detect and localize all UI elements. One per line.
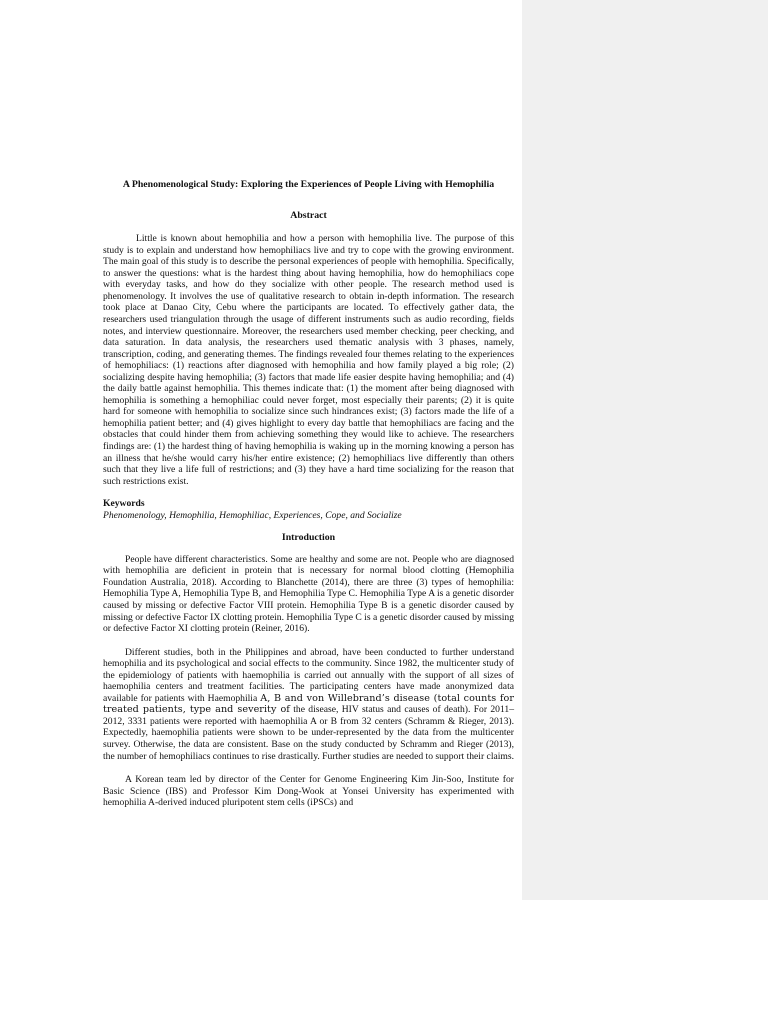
introduction-paragraph-3: A Korean team led by director of the Center for Genome Engineering Kim Jin-Soo, Institute for Basic Science (IBS) and Professor Kim Dong-Wook at Yonsei University has experimented with hemophilia A-derived induced pluripotent stem cells (iPSCs) and: [103, 774, 514, 809]
abstract-heading: Abstract: [290, 209, 327, 221]
document-title: A Phenomenological Study: Exploring the Experiences of People Living with Hemophilia: [122, 179, 495, 190]
abstract-paragraph: Little is known about hemophilia and how a person with hemophilia live. The purpose of this study is to explain and understand how hemophiliacs live and try to cope with the growing environment. The main goal of this study is to describe the personal experiences of people with hemophilia. Specifically, to answer the questions: what is the hardest thing about having hemophilia, how do hemophiliacs cope with everyday tasks, and how do they socialize with other people. The research method used is phenomenology. It involves the use of qualitative research to obtain in-depth information. The research took place at Danao City, Cebu where the participants are located. To effectively gather data, the researchers used triangulation through the usage of different instruments such as audio recording, fields notes, and interview questionnaire. Moreover, the researchers used member checking, peer checking, and data saturation. In data analysis, the researchers used thematic analysis with 3 phases, namely, transcription, coding, and generating themes. The findings revealed four themes relating to the experiences of hemophiliacs: (1) reactions after diagnosed with hemophilia and how family played a big role; (2) socializing despite having hemophilia; (3) factors that made life easier despite having hemophilia; and (4) the daily battle against hemophilia. This themes indicate that: (1) the moment after being diagnosed with hemophilia is something a hemophiliac could never forget, most especially their parents; (2) it is quite hard for someone with hemophilia to socialize since such hindrances exist; (3) factors made the life of a hemophilia patient better; and (4) gives highlight to every day battle that hemophiliacs are facing and the obstacles that could hinder them from achieving something they would like to achieve. The researchers findings are: (1) the hardest thing of having hemophilia is waking up in the morning knowing a person has an illness that he/she would carry his/her entire existence; (2) hemophiliacs live differently than others such that they live a life full of restrictions; and (3) they have a hard time socializing for the reason that such restrictions exist.: [103, 233, 514, 487]
keywords-list: Phenomenology, Hemophilia, Hemophiliac, Experiences, Cope, and Socialize: [103, 509, 402, 521]
document-page: [103, 179, 514, 809]
keywords-heading: Keywords: [103, 498, 145, 510]
comment-margin-pane: [522, 0, 768, 900]
intro-p2-part-c: the disease, HIV status and causes of death). For 2011–2012, 3331 patients were reported with haemophilia A or B from 32 centers (Schramm & Rieger, 2013). Expectedly, haemophilia patients were shown to be under-represented by the data from the multicenter survey. Otherwise, the data are consistent. Base on the study conducted by Schramm and Rieger (2013), the number of hemophiliacs continues to rise drastically. Further studies are needed to support their claims.: [103, 704, 515, 762]
intro-p2-part-b: A, B and von Willebrand’s disease (total counts for treated patients, type and severity of: [103, 692, 514, 716]
introduction-paragraph-2: [103, 647, 514, 762]
introduction-heading: Introduction: [281, 532, 336, 544]
intro-p2-part-a: Different studies, both in the Philippines and abroad, have been conducted to further understand hemophilia and its psychological and social effects to the community. Since 1982, the multicenter study of the epidemiology of patients with haemophilia is carried out annually with the support of all sizes of haemophilia centers and treatment facilities. The participating centers have made anonymized data available for patients with Haemophilia: [103, 646, 514, 704]
introduction-paragraph-1: People have different characteristics. Some are healthy and some are not. People who are diagnosed with hemophilia are deficient in protein that is necessary for normal blood clotting (Hemophilia Foundation Australia, 2018). According to Blanchette (2014), there are three (3) types of hemophilia: Hemophilia Type A, Hemophilia Type B, and Hemophilia Type C. Hemophilia Type A is a genetic disorder caused by missing or defective Factor VIII protein. Hemophilia Type B is a genetic disorder caused by missing or defective Factor IX clotting protein. Hemophilia Type C is a genetic disorder caused by missing or defective Factor XI clotting protein (Reiner, 2016).: [103, 553, 514, 635]
